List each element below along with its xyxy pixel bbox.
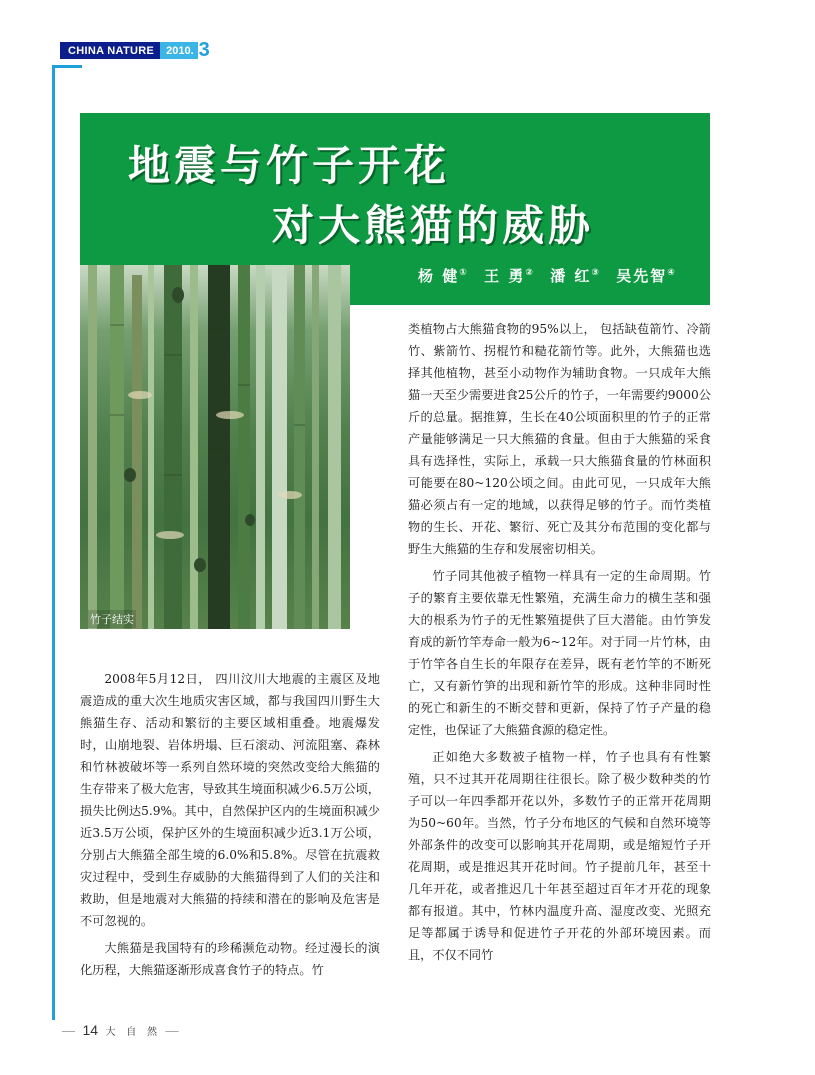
bamboo-photo [80, 265, 350, 629]
corner-rule-horizontal [52, 65, 82, 68]
page-footer [62, 1022, 179, 1040]
author [418, 267, 467, 285]
author-name: 王 勇 [484, 267, 526, 285]
author-name: 杨 健 [418, 267, 460, 285]
footer-dash: — [62, 1023, 75, 1038]
author-mark: ③ [591, 268, 600, 278]
margin-rule-vertical [52, 65, 55, 1020]
paragraph: 大熊猫是我国特有的珍稀濒危动物。经过漫长的演化历程，大熊猫逐渐形成喜食竹子的特点。竹 [80, 941, 380, 977]
author-list [418, 265, 685, 286]
magazine-header [60, 40, 210, 60]
author-mark: ① [459, 268, 467, 278]
footer-dash: — [165, 1023, 179, 1038]
issue-year: 2010. [160, 42, 198, 59]
paragraph: 正如绝大多数被子植物一样，竹子也具有有性繁殖，只不过其开花周期往往很长。除了极少数种类的竹子可以一年四季都开花以外，多数竹子的正常开花周期为50~60年。当然，竹子分布地区的气候和自然环境等外部条件的改变可以影响其开花周期，或是缩短竹子开花周期，或是推迟其开花时间。竹子提前几年，甚至十几年开花，或者推迟几十年甚至超过百年才开花的现象都有报道。其中，竹林内温度升高、湿度改变、光照充足等都属于诱导和促进竹子开花的外部环境因素。而且，不仅不同竹 [408, 750, 711, 962]
paragraph: 类植物占大熊猫食物的95%以上， 包括缺苞箭竹、冷箭竹、紫箭竹、拐棍竹和糙花箭竹等。此外，大熊猫也选择其他植物，甚至小动物作为辅助食物。一只成年大熊猫一天至少需要进食25公斤的竹子，一年需要约9000公斤的总量。据推算，生长在40公顷面积里的竹子的正常产量能够满足一只大熊猫的食量。但由于大熊猫的采食具有选择性，实际上，承载一只大熊猫食量的竹林面积可能要在80~120公顷之间。由此可见，一只成年大熊猫必须占有一定的地域，以获得足够的竹子。而竹类植物的生长、开花、繁衍、死亡及其分布范围的变化都与野生大熊猫的生存和发展密切相关。 [408, 322, 711, 556]
footer-magazine-name: 大 自 然 [105, 1027, 162, 1038]
magazine-brand: CHINA NATURE [60, 42, 160, 59]
article-title-line1: 地震与竹子开花 [128, 141, 451, 190]
page-number: 14 [82, 1022, 99, 1038]
bamboo-illustration [80, 265, 350, 629]
body-column-right [408, 318, 711, 971]
author [550, 267, 599, 285]
paragraph: 2008年5月12日， 四川汶川大地震的主震区及地震造成的重大次生地质灾害区域，都与我国四川野生大熊猫生存、活动和繁衍的主要区域相重叠。地震爆发时，山崩地裂、岩体坍塌、巨石滚动、河流阻塞、森林和竹林被破坏等一系列自然环境的突然改变给大熊猫的生存带来了极大危害，导致其生境面积减少6.5万公顷，损失比例达5.9%。其中，自然保护区内的生境面积减少近3.5万公顷，保护区外的生境面积减少近3.1万公顷，分别占大熊猫全部生境的6.0%和5.8%。尽管在抗震救灾过程中，受到生存威胁的大熊猫得到了人们的关注和救助，但是地震对大熊猫的持续和潜在的影响及危害是不可忽视的。 [80, 672, 380, 928]
author-mark: ② [525, 268, 533, 278]
author-mark: ④ [667, 268, 675, 278]
author-name: 吴先智 [616, 267, 668, 285]
author [484, 267, 533, 285]
author-name: 潘 红 [550, 267, 592, 285]
article-title-line2: 对大熊猫的威胁 [272, 201, 595, 250]
photo-caption: 竹子结实 [88, 610, 136, 628]
author [616, 267, 675, 285]
issue-number: 3 [198, 39, 210, 61]
body-column-left [80, 668, 380, 986]
paragraph: 竹子同其他被子植物一样具有一定的生命周期。竹子的繁育主要依靠无性繁殖，充满生命力的横生茎和强大的根系为竹子的无性繁殖提供了巨大潜能。由竹笋发育成的新竹竿寿命一般为6~12年。对于同一片竹林，由于竹竿各自生长的年限存在差异，既有老竹竿的不断死亡，又有新竹笋的出现和新竹竿的形成。这种非同时性的死亡和新生的不断交替和更新，保持了竹子产量的稳定性，也保证了大熊猫食源的稳定性。 [408, 569, 711, 737]
